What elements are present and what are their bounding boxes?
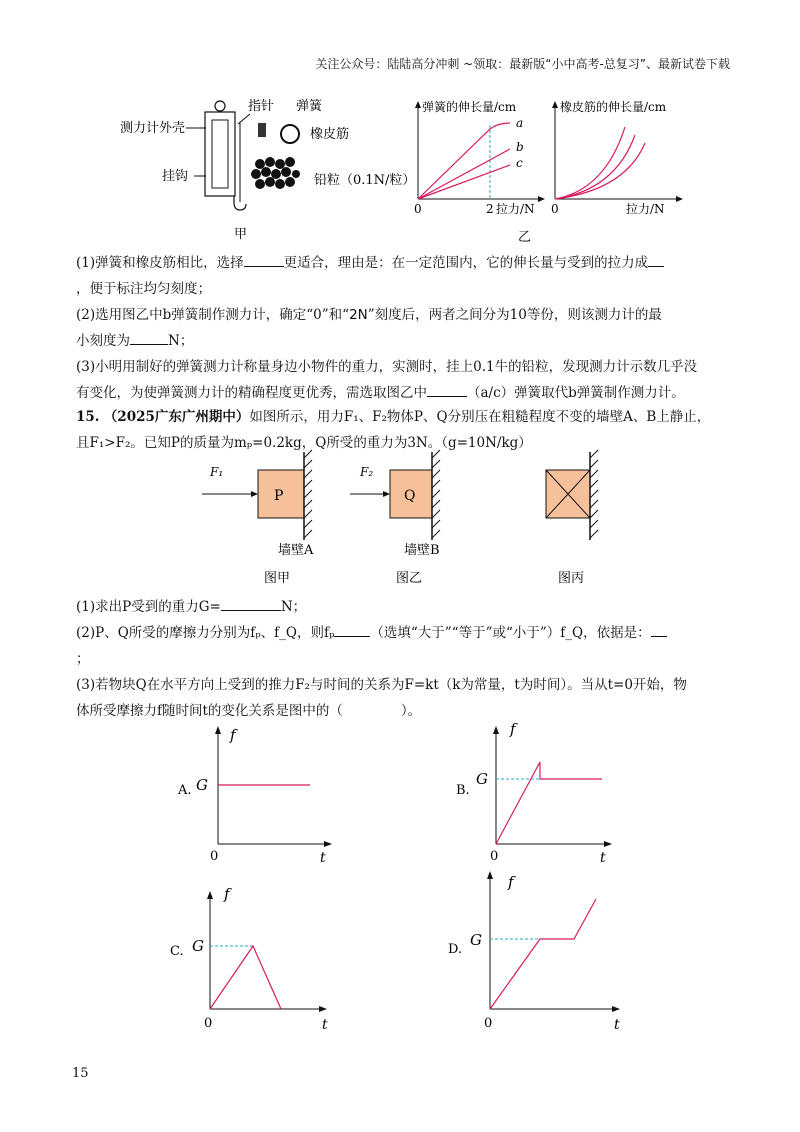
page-number: 15 xyxy=(72,1066,89,1081)
svg-text:f: f xyxy=(510,720,516,738)
label-spring: 弹簧 xyxy=(296,99,323,114)
curve-c-label: c xyxy=(516,156,523,170)
svg-text:图乙: 图乙 xyxy=(396,571,423,586)
svg-text:0: 0 xyxy=(490,849,499,864)
svg-text:图甲: 图甲 xyxy=(264,571,291,586)
svg-text:B.: B. xyxy=(456,783,470,798)
svg-text:f: f xyxy=(224,885,230,903)
svg-text:G: G xyxy=(196,776,208,794)
blank-q15-1[interactable] xyxy=(221,596,281,611)
svg-text:0: 0 xyxy=(484,1016,493,1031)
svg-text:t: t xyxy=(320,850,326,866)
option-d[interactable] xyxy=(448,865,638,1035)
label-lead-pellets: 铅粒（0.1N/粒） xyxy=(314,173,410,188)
svg-text:A.: A. xyxy=(178,783,192,798)
blank-3[interactable] xyxy=(427,382,467,397)
q14-text: (1)弹簧和橡皮筋相比，选择 更适合，理由是：在一定范围内，它的伸长量与受到的拉力成 ，便于标注均匀刻度； (2)选用图乙中b弹簧制作测力计，确定“0”和“2N”刻度后，两者之间分为10等份，则该测力计的最 小刻度为 N； (3)小明用制好的弹簧测力计称量身边小物件的重力，实测时，挂上0.1牛的铅粒，发现测力计示数几乎没 有变化，为使弹簧测力计的精确程度更优秀，需选取图乙中 （a/c）弹簧取代b弹簧制作测力计。 xyxy=(76,250,726,406)
yi-left-xlabel: 拉力/N xyxy=(496,202,535,216)
blank-q15-2[interactable] xyxy=(334,622,370,637)
block-q-label: Q xyxy=(404,488,416,504)
svg-text:0: 0 xyxy=(210,849,219,864)
yi-left-tick: 2 xyxy=(486,202,494,216)
svg-text:G: G xyxy=(192,937,204,955)
option-b[interactable] xyxy=(450,720,620,870)
svg-text:F₂: F₂ xyxy=(360,465,374,479)
svg-text:G: G xyxy=(476,770,488,788)
block-p-label: P xyxy=(274,488,284,504)
svg-text:G: G xyxy=(470,931,482,949)
label-hook: 挂钩 xyxy=(162,169,189,184)
blank-1-1[interactable] xyxy=(244,252,284,267)
svg-text:墙壁B: 墙壁B xyxy=(404,543,440,558)
q15-figures xyxy=(200,448,620,598)
blank-1-2[interactable] xyxy=(648,252,664,267)
label-rubber-band: 橡皮筋 xyxy=(310,127,350,142)
lead-pellets-icon xyxy=(251,157,300,189)
svg-text:0: 0 xyxy=(204,1016,213,1031)
caption-yi: 乙 xyxy=(518,230,532,245)
blank-2[interactable] xyxy=(130,330,168,345)
svg-text:t: t xyxy=(614,1017,620,1033)
label-outer-shell: 测力计外壳 xyxy=(120,121,186,136)
caption-jia: 甲 xyxy=(234,227,248,242)
svg-text:t: t xyxy=(322,1017,328,1033)
svg-text:C.: C. xyxy=(170,944,184,959)
yi-right-ylabel: 橡皮筋的伸长量/cm xyxy=(560,100,667,114)
q15-subquestions: (1)求出P受到的重力G= N； (2)P、Q所受的摩擦力分别为fₚ、f_Q，则fₚ （选填“大于”“等于”或“小于”）f_Q，依据是： ； (3)若物块Q在水平方向上受到的推力F₂与时间的关系为F=kt（k为常量，t为时间）。当从t=0开始，物 体所受摩擦力f随时间t的变化关系是图中的（ ）。 xyxy=(76,594,726,724)
q15-intro: 15. （2025广东广州期中）如图所示，用力F₁、F₂物体P、Q分别压在粗糙程度不变的墙壁A、B上静止， 且F₁>F₂。已知P的质量为mₚ=0.2kg，Q所受的重力为3N。（g=10N/kg） xyxy=(76,409,711,451)
label-pointer: 指针 xyxy=(248,99,275,114)
svg-text:f: f xyxy=(508,873,514,891)
curve-b-label: b xyxy=(516,140,524,154)
yi-right-origin: 0 xyxy=(551,202,559,216)
svg-text:D.: D. xyxy=(448,942,463,957)
svg-text:墙壁A: 墙壁A xyxy=(278,543,314,558)
yi-left-origin: 0 xyxy=(414,202,422,216)
figure-jia xyxy=(110,92,410,242)
curve-a-label: a xyxy=(516,116,524,130)
svg-text:t: t xyxy=(600,850,606,866)
option-c[interactable] xyxy=(170,885,340,1035)
page-header: 关注公众号：陆陆高分冲刺 ~领取：最新版“小中高考-总复习”、最新试卷下载 xyxy=(315,57,730,71)
svg-text:图丙: 图丙 xyxy=(558,571,585,586)
figure-yi xyxy=(400,95,700,245)
option-a[interactable] xyxy=(170,720,340,870)
svg-text:f: f xyxy=(230,726,236,744)
svg-text:F₁: F₁ xyxy=(210,465,224,479)
blank-q15-3[interactable] xyxy=(651,622,667,637)
yi-left-ylabel: 弹簧的伸长量/cm xyxy=(422,100,517,114)
yi-right-xlabel: 拉力/N xyxy=(626,202,665,216)
